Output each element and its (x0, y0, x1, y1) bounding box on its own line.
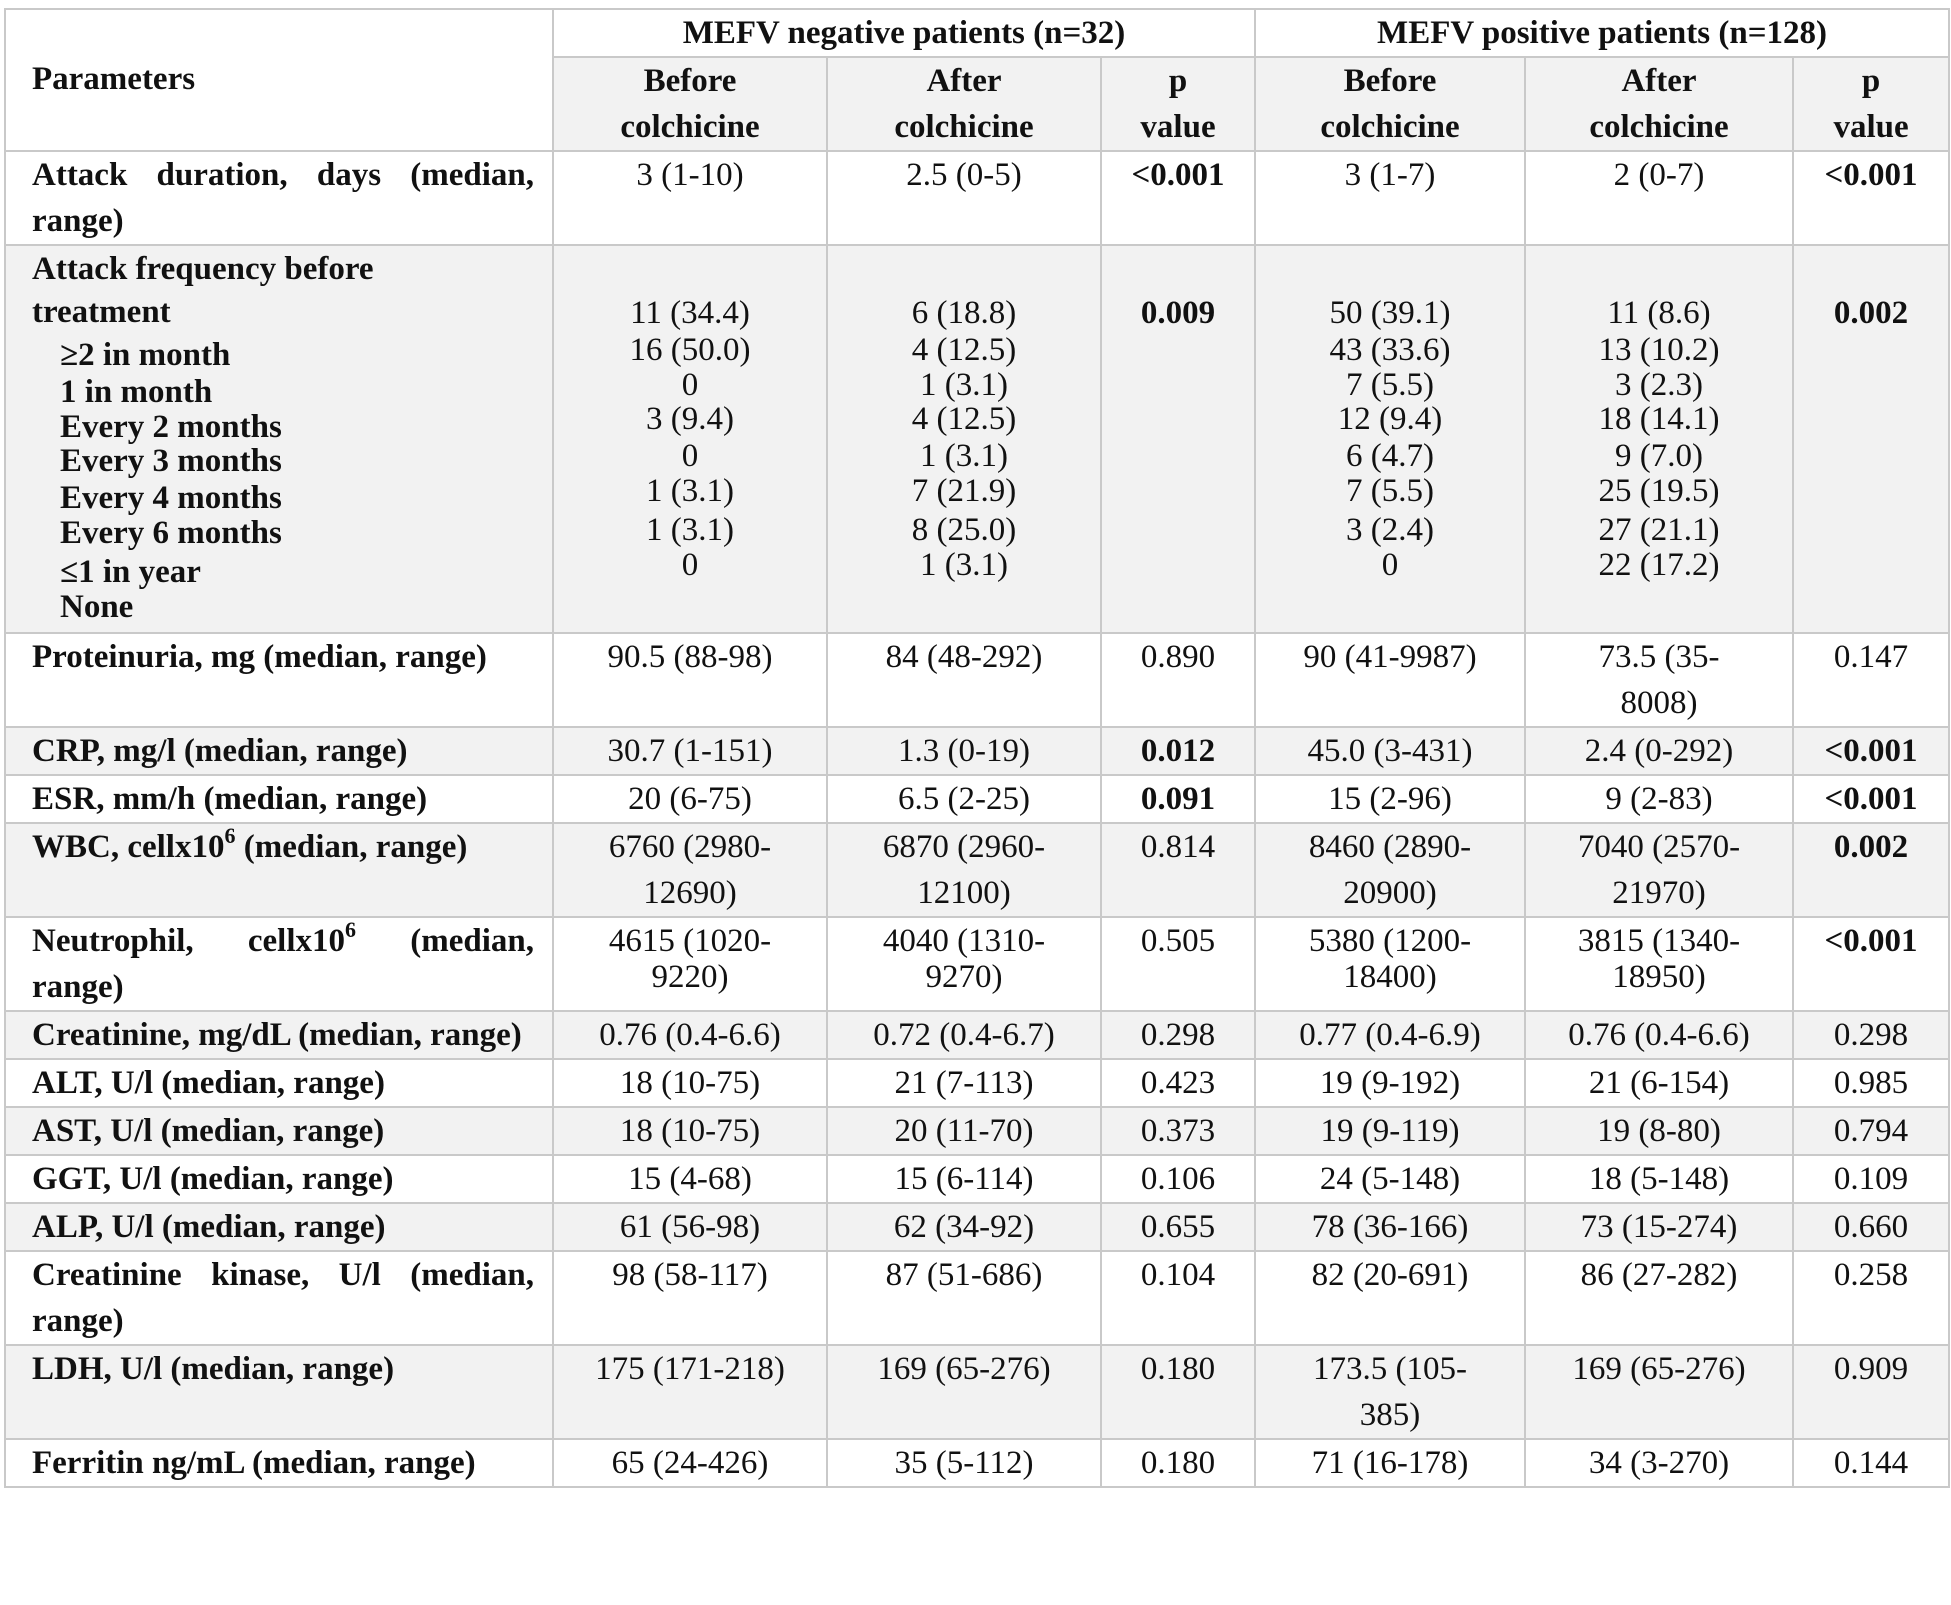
cell-neg-before: 175 (171-218) (553, 1345, 827, 1439)
cell-neg-after: 15 (6-114) (827, 1155, 1101, 1203)
cell-neg-before: 18 (10-75) (553, 1059, 827, 1107)
cell-neg-after: 169 (65-276) (827, 1345, 1101, 1439)
group-header-positive: MEFV positive patients (n=128) (1255, 9, 1949, 57)
cell-pos-before: 82 (20-691) (1255, 1251, 1525, 1345)
cell-pos-after: 0.76 (0.4-6.6) (1525, 1011, 1793, 1059)
cell-neg-before: 61 (56-98) (553, 1203, 827, 1251)
cell-neg-p: 0.890 (1101, 633, 1255, 727)
table-row (5, 1011, 1949, 1059)
cell-pos-before: 24 (5-148) (1255, 1155, 1525, 1203)
cell-neg-before: 0.76 (0.4-6.6) (553, 1011, 827, 1059)
cell-pos-before: 50 (39.1) 43 (33.6) 7 (5.5) 12 (9.4) 6 (4.7) 7 (5.5) 3 (2.4) 0 (1255, 245, 1525, 633)
table-row (5, 1203, 1949, 1251)
col-header-neg-after: After colchicine (827, 57, 1101, 151)
cell-neg-before: 6760 (2980- 12690) (553, 823, 827, 917)
row-label-attack-frequency: Attack frequency before treatment ≥2 in month 1 in month Every 2 months Every 3 months Every 4 months Every 6 months ≤1 in year None (5, 245, 553, 633)
table-row (5, 633, 1949, 727)
table-row (5, 727, 1949, 775)
cell-pos-p: <0.001 (1793, 775, 1949, 823)
cell-neg-before: 11 (34.4) 16 (50.0) 0 3 (9.4) 0 1 (3.1) 1 (3.1) 0 (553, 245, 827, 633)
cell-neg-after: 87 (51-686) (827, 1251, 1101, 1345)
cell-pos-before: 0.77 (0.4-6.9) (1255, 1011, 1525, 1059)
cell-neg-after: 6870 (2960- 12100) (827, 823, 1101, 917)
cell-neg-p: 0.180 (1101, 1345, 1255, 1439)
cell-pos-before: 90 (41-9987) (1255, 633, 1525, 727)
cell-neg-before: 98 (58-117) (553, 1251, 827, 1345)
cell-pos-before: 71 (16-178) (1255, 1439, 1525, 1487)
cell-pos-after: 169 (65-276) (1525, 1345, 1793, 1439)
cell-pos-after: 73.5 (35- 8008) (1525, 633, 1793, 727)
cell-pos-before: 15 (2-96) (1255, 775, 1525, 823)
cell-neg-p: 0.298 (1101, 1011, 1255, 1059)
cell-pos-p: 0.985 (1793, 1059, 1949, 1107)
cell-neg-before: 18 (10-75) (553, 1107, 827, 1155)
cell-neg-p: 0.373 (1101, 1107, 1255, 1155)
cell-neg-before: 20 (6-75) (553, 775, 827, 823)
table-row (5, 1251, 1949, 1345)
group-header-negative: MEFV negative patients (n=32) (553, 9, 1255, 57)
cell-pos-p: 0.794 (1793, 1107, 1949, 1155)
cell-neg-before: 3 (1-10) (553, 151, 827, 245)
cell-pos-p: 0.909 (1793, 1345, 1949, 1439)
cell-pos-p: 0.002 (1793, 823, 1949, 917)
col-header-pos-after: After colchicine (1525, 57, 1793, 151)
cell-pos-before: 8460 (2890- 20900) (1255, 823, 1525, 917)
table-row (5, 245, 1949, 633)
cell-pos-before: 3 (1-7) (1255, 151, 1525, 245)
cell-pos-before: 173.5 (105- 385) (1255, 1345, 1525, 1439)
cell-neg-after: 84 (48-292) (827, 633, 1101, 727)
row-label-crp: CRP, mg/l (median, range) (5, 727, 553, 775)
cell-neg-after: 6 (18.8) 4 (12.5) 1 (3.1) 4 (12.5) 1 (3.1) 7 (21.9) 8 (25.0) 1 (3.1) (827, 245, 1101, 633)
cell-pos-p: 0.002 (1793, 245, 1949, 633)
row-label-ferritin: Ferritin ng/mL (median, range) (5, 1439, 553, 1487)
cell-pos-p: 0.109 (1793, 1155, 1949, 1203)
row-label-proteinuria: Proteinuria, mg (median, range) (5, 633, 553, 727)
cell-neg-before: 4615 (1020- 9220) (553, 917, 827, 1011)
cell-pos-p: 0.258 (1793, 1251, 1949, 1345)
row-label-wbc: WBC, $cellx10^6$ (median, range) (5, 823, 553, 917)
row-label-creatinine-kinase: Creatinine kinase, U/l (median, range) (5, 1251, 553, 1345)
col-header-pos-p: p value (1793, 57, 1949, 151)
row-label-ggt: GGT, U/l (median, range) (5, 1155, 553, 1203)
cell-neg-before: 15 (4-68) (553, 1155, 827, 1203)
cell-pos-p: 0.147 (1793, 633, 1949, 727)
row-label-ldh: LDH, U/l (median, range) (5, 1345, 553, 1439)
cell-neg-after: 0.72 (0.4-6.7) (827, 1011, 1101, 1059)
cell-neg-p: 0.091 (1101, 775, 1255, 823)
cell-neg-p: <0.001 (1101, 151, 1255, 245)
cell-neg-p: 0.106 (1101, 1155, 1255, 1203)
cell-pos-before: 45.0 (3-431) (1255, 727, 1525, 775)
col-header-pos-before: Before colchicine (1255, 57, 1525, 151)
cell-neg-p: 0.104 (1101, 1251, 1255, 1345)
cell-pos-after: 34 (3-270) (1525, 1439, 1793, 1487)
cell-pos-p: <0.001 (1793, 727, 1949, 775)
cell-pos-after: 21 (6-154) (1525, 1059, 1793, 1107)
cell-neg-before: 65 (24-426) (553, 1439, 827, 1487)
col-header-neg-before: Before colchicine (553, 57, 827, 151)
cell-pos-after: 2.4 (0-292) (1525, 727, 1793, 775)
header-row-groups (5, 9, 1949, 57)
row-label-alt: ALT, U/l (median, range) (5, 1059, 553, 1107)
cell-pos-p: 0.660 (1793, 1203, 1949, 1251)
table-row (5, 823, 1949, 917)
table-row (5, 1107, 1949, 1155)
cell-pos-after: 2 (0-7) (1525, 151, 1793, 245)
cell-neg-after: 4040 (1310- 9270) (827, 917, 1101, 1011)
row-label-ast: AST, U/l (median, range) (5, 1107, 553, 1155)
cell-pos-p: <0.001 (1793, 151, 1949, 245)
cell-neg-after: 20 (11-70) (827, 1107, 1101, 1155)
table-row (5, 151, 1949, 245)
table-container (4, 8, 1950, 1488)
cell-pos-p: 0.144 (1793, 1439, 1949, 1487)
cell-pos-after: 18 (5-148) (1525, 1155, 1793, 1203)
cell-pos-after: 73 (15-274) (1525, 1203, 1793, 1251)
cell-pos-before: 78 (36-166) (1255, 1203, 1525, 1251)
col-header-neg-p: p value (1101, 57, 1255, 151)
cell-neg-before: 30.7 (1-151) (553, 727, 827, 775)
cell-neg-p: 0.655 (1101, 1203, 1255, 1251)
cell-pos-after: 3815 (1340- 18950) (1525, 917, 1793, 1011)
lab-parameters-table (4, 8, 1950, 1488)
cell-pos-before: 5380 (1200- 18400) (1255, 917, 1525, 1011)
cell-pos-before: 19 (9-192) (1255, 1059, 1525, 1107)
cell-neg-p: 0.180 (1101, 1439, 1255, 1487)
cell-neg-after: 62 (34-92) (827, 1203, 1101, 1251)
cell-neg-after: 35 (5-112) (827, 1439, 1101, 1487)
cell-pos-after: 11 (8.6) 13 (10.2) 3 (2.3) 18 (14.1) 9 (7.0) 25 (19.5) 27 (21.1) 22 (17.2) (1525, 245, 1793, 633)
cell-pos-after: 9 (2-83) (1525, 775, 1793, 823)
parameters-header: Parameters (5, 9, 553, 151)
row-label-alp: ALP, U/l (median, range) (5, 1203, 553, 1251)
cell-pos-after: 7040 (2570- 21970) (1525, 823, 1793, 917)
cell-pos-before: 19 (9-119) (1255, 1107, 1525, 1155)
cell-neg-p: 0.012 (1101, 727, 1255, 775)
cell-neg-p: 0.505 (1101, 917, 1255, 1011)
cell-pos-p: 0.298 (1793, 1011, 1949, 1059)
cell-pos-after: 19 (8-80) (1525, 1107, 1793, 1155)
cell-pos-p: <0.001 (1793, 917, 1949, 1011)
row-label-attack-duration: Attack duration, days (median, range) (5, 151, 553, 245)
table-row (5, 775, 1949, 823)
table-row (5, 1059, 1949, 1107)
cell-neg-p: 0.009 (1101, 245, 1255, 633)
table-row (5, 917, 1949, 1011)
row-label-creatinine: Creatinine, mg/dL (median, range) (5, 1011, 553, 1059)
table-row (5, 1439, 1949, 1487)
cell-neg-p: 0.423 (1101, 1059, 1255, 1107)
row-label-esr: ESR, mm/h (median, range) (5, 775, 553, 823)
cell-neg-after: 6.5 (2-25) (827, 775, 1101, 823)
cell-neg-after: 21 (7-113) (827, 1059, 1101, 1107)
cell-neg-after: 2.5 (0-5) (827, 151, 1101, 245)
table-row (5, 1345, 1949, 1439)
cell-neg-before: 90.5 (88-98) (553, 633, 827, 727)
cell-pos-after: 86 (27-282) (1525, 1251, 1793, 1345)
row-label-neutrophil: Neutrophil, $cellx10^6$ (median, range) (5, 917, 553, 1011)
cell-neg-p: 0.814 (1101, 823, 1255, 917)
cell-neg-after: 1.3 (0-19) (827, 727, 1101, 775)
table-row (5, 1155, 1949, 1203)
